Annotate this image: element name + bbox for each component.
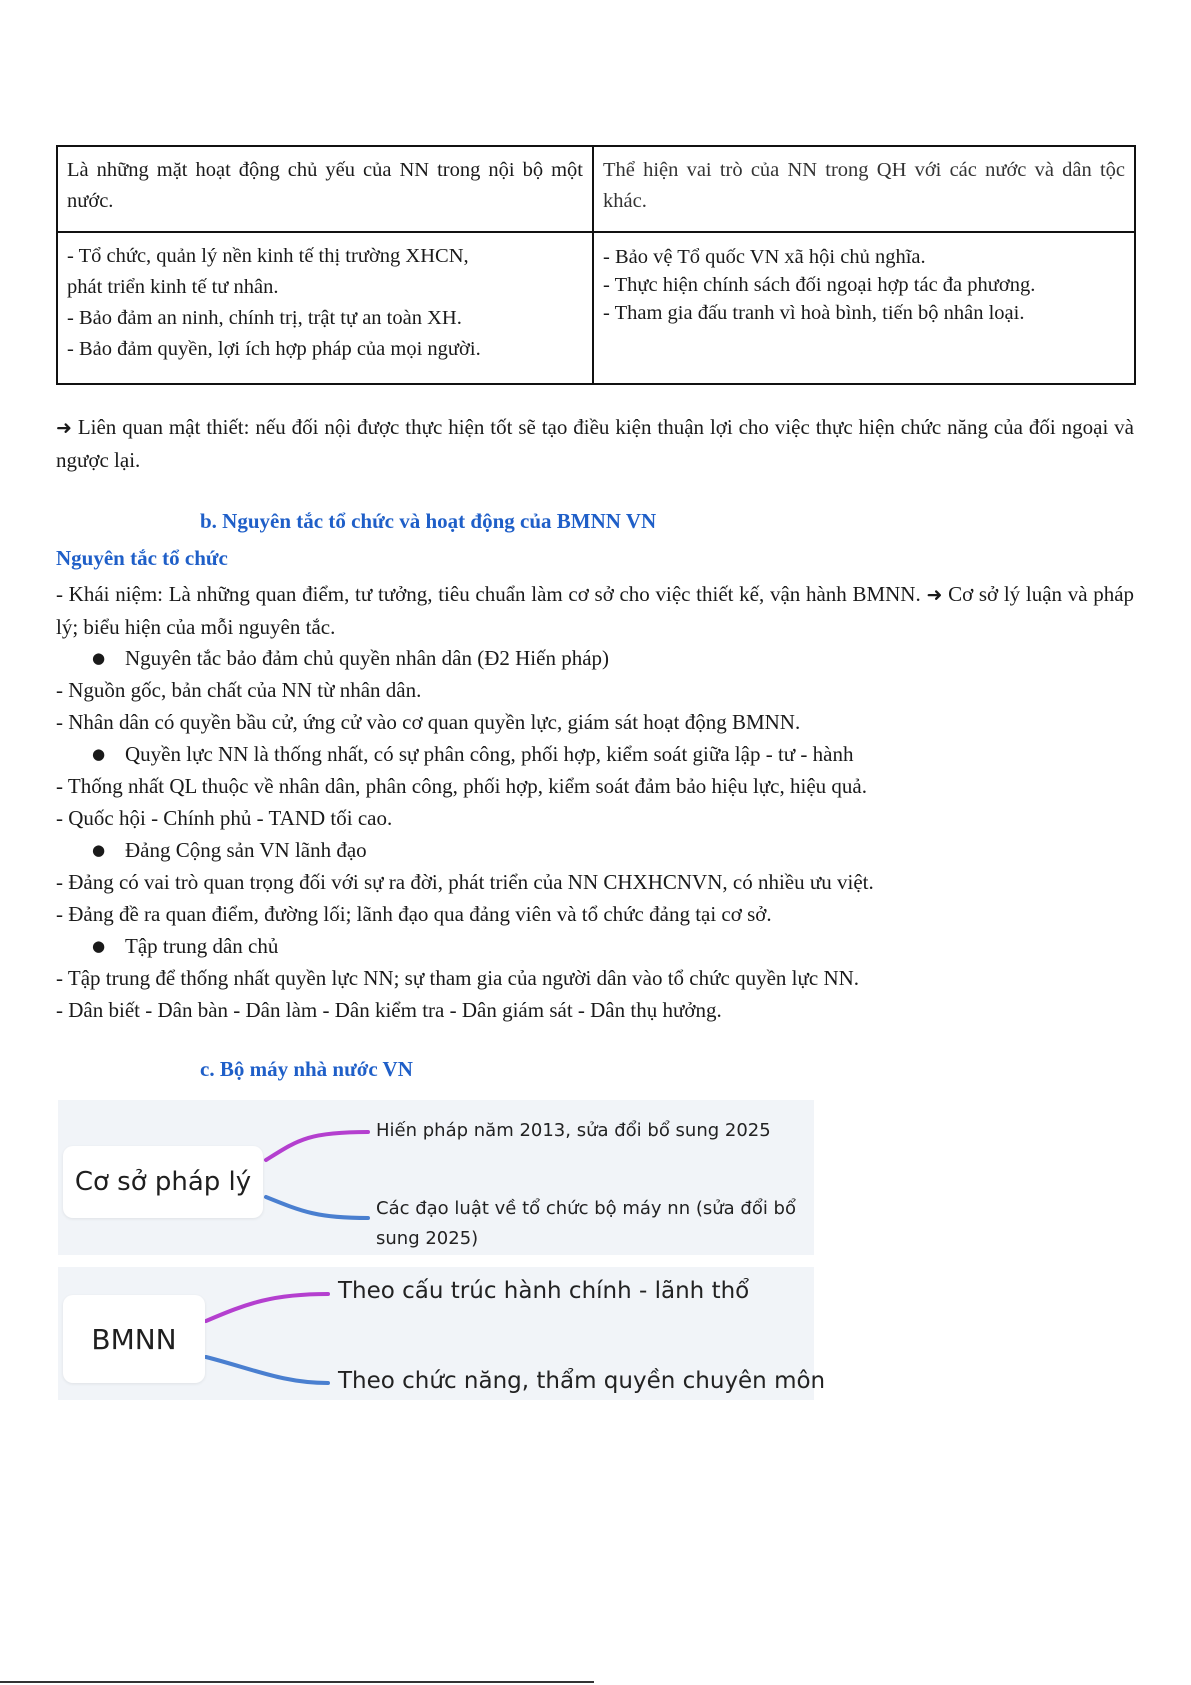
principle-heading	[56, 642, 1146, 674]
cell-line: - Bảo vệ Tổ quốc VN xã hội chủ nghĩa.	[603, 246, 926, 268]
mindmap-state-apparatus	[58, 1267, 826, 1400]
table-row	[57, 146, 1135, 232]
mindmap-branch-top: Hiến pháp năm 2013, sửa đổi bổ sung 2025	[376, 1120, 771, 1141]
mindmap-root-node: Cơ sở pháp lý	[63, 1146, 263, 1218]
principle-detail	[56, 802, 1146, 834]
bullet-icon: ●	[92, 937, 106, 955]
cell-text: Là những mặt hoạt động chủ yếu của NN trong nội bộ một nước.	[67, 159, 583, 212]
line-text: - Thống nhất QL thuộc về nhân dân, phân công, phối hợp, kiểm soát đảm bảo hiệu lực, hiệu quả.	[56, 774, 867, 798]
section-b-title: b. Nguyên tắc tổ chức và hoạt động của BMNN VN	[200, 509, 657, 533]
line-text: - Dân biết - Dân bàn - Dân làm - Dân kiểm tra - Dân giám sát - Dân thụ hưởng.	[56, 998, 722, 1022]
cell-line: - Tham gia đấu tranh vì hoà bình, tiến bộ nhân loại.	[603, 302, 1025, 324]
table-cell-external-definition	[593, 146, 1135, 232]
comparison-table	[56, 145, 1136, 385]
table-row	[57, 232, 1135, 384]
mindmap-root-node: BMNN	[63, 1295, 205, 1383]
principle-detail	[56, 770, 1146, 802]
mindmap-branch-bottom: Theo chức năng, thẩm quyền chuyên môn	[338, 1368, 826, 1394]
table-cell-internal-definition	[57, 146, 593, 232]
line-text: Quyền lực NN là thống nhất, có sự phân công, phối hợp, kiểm soát giữa lập - tư - hành	[125, 742, 854, 766]
mindmap-branch-bottom	[376, 1194, 796, 1254]
cell-line: - Thực hiện chính sách đối ngoại hợp tác đa phương.	[603, 274, 1036, 296]
relation-paragraph	[56, 411, 1134, 476]
connector-top	[206, 1294, 328, 1321]
line-text: - Tập trung để thống nhất quyền lực NN; sự tham gia của người dân vào tổ chức quyền lực NN.	[56, 966, 860, 990]
principle-detail	[56, 898, 1146, 930]
principles-list	[56, 642, 1146, 1026]
connector-bottom	[266, 1197, 368, 1218]
bullet-icon: ●	[92, 649, 106, 667]
arrow-right-icon: ➜	[56, 417, 72, 439]
line-text: Tập trung dân chủ	[125, 934, 279, 958]
principle-detail	[56, 706, 1146, 738]
line-text: - Nguồn gốc, bản chất của NN từ nhân dân.	[56, 678, 422, 702]
connector-top	[266, 1132, 368, 1160]
principle-detail	[56, 994, 1146, 1026]
line-text: - Quốc hội - Chính phủ - TAND tối cao.	[56, 806, 393, 830]
footer-divider	[0, 1681, 594, 1683]
line-text: Nguyên tắc bảo đảm chủ quyền nhân dân (Đ2 Hiến pháp)	[125, 646, 610, 670]
section-b-subtitle: Nguyên tắc tổ chức	[56, 546, 228, 570]
concept-text-2: Cơ sở lý luận và pháp lý; biểu hiện của mỗi nguyên tắc.	[56, 582, 1135, 639]
line-text: Đảng Cộng sản VN lãnh đạo	[125, 838, 367, 862]
bullet-icon: ●	[92, 745, 106, 763]
concept-text: - Khái niệm: Là những quan điểm, tư tưởng, tiêu chuẩn làm cơ sở cho việc thiết kế, vận hành BMNN.	[56, 582, 921, 606]
principle-heading	[56, 738, 1146, 770]
principle-detail	[56, 962, 1146, 994]
table-cell-internal-tasks	[57, 232, 593, 384]
branch-line: sung 2025)	[376, 1228, 479, 1249]
mindmap-legal-basis	[58, 1100, 814, 1255]
line-text: - Đảng đề ra quan điểm, đường lối; lãnh đạo qua đảng viên và tổ chức đảng tại cơ sở.	[56, 902, 772, 926]
line-text: - Đảng có vai trò quan trọng đối với sự ra đời, phát triển của NN CHXHCNVN, có nhiều ưu việt.	[56, 870, 874, 894]
cell-line: - Bảo đảm an ninh, chính trị, trật tự an toàn XH.	[67, 307, 462, 329]
connector-bottom	[206, 1357, 328, 1383]
cell-text: Thể hiện vai trò của NN trong QH với các nước và dân tộc khác.	[603, 159, 1125, 212]
concept-paragraph	[56, 578, 1134, 643]
principle-heading	[56, 834, 1146, 866]
principle-heading	[56, 930, 1146, 962]
cell-line: - Bảo đảm quyền, lợi ích hợp pháp của mọi người.	[67, 338, 481, 360]
section-c-title: c. Bộ máy nhà nước VN	[200, 1057, 413, 1081]
principle-detail	[56, 866, 1146, 898]
line-text: - Nhân dân có quyền bầu cử, ứng cử vào cơ quan quyền lực, giám sát hoạt động BMNN.	[56, 710, 801, 734]
branch-line: Các đạo luật về tổ chức bộ máy nn (sửa đổi bổ	[376, 1198, 796, 1219]
principle-detail	[56, 674, 1146, 706]
cell-line: - Tổ chức, quản lý nền kinh tế thị trường XHCN,	[67, 245, 469, 267]
arrow-right-icon: ➜	[926, 584, 943, 606]
bullet-icon: ●	[92, 841, 106, 859]
cell-line: phát triển kinh tế tư nhân.	[67, 276, 279, 298]
table-cell-external-tasks	[593, 232, 1135, 384]
mindmap-branch-top: Theo cấu trúc hành chính - lãnh thổ	[338, 1278, 750, 1304]
relation-text: Liên quan mật thiết: nếu đối nội được thực hiện tốt sẽ tạo điều kiện thuận lợi cho việc thực hiện chức năng của đối ngoại và ngược lại.	[56, 415, 1134, 472]
